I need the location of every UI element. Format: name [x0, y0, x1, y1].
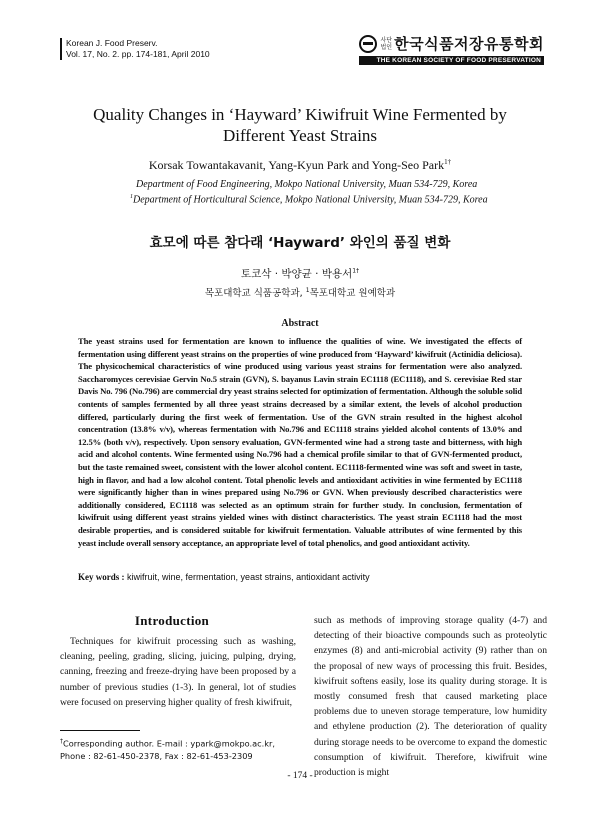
author-names-korean: 토코삭 · 박양균 · 박용서: [240, 268, 353, 280]
affiliation-korean-2: 목포대학교 원예학과: [309, 288, 396, 299]
journal-volume: Vol. 17, No. 2. pp. 174-181, April 2010: [66, 49, 210, 59]
journal-citation: [60, 38, 210, 60]
abstract-body: The yeast strains used for fermentation are known to influence the qualities of wine. We investigated the effects of fermentation using different yeast strains on the properties of wine produced from ‘Hayward’ kiwifruit (Actinidia deliciosa). The physicochemical characteristics of wine produced using various yeast strains for fermentation were also analyzed. Saccharomyces cerevisiae Gervin No.5 strain (GVN), S. bayanus Lavin strain EC1118 (EC1118), and S. cerevisiae Red star Davis No. 796 (No.796) are commercial dry yeast strains selected for optimization of fermentation. Although the soluble solid contents of samples fermented by all three yeast strains decreased by a similar extent, the levels of alcohol production differed, particularly during the first week of fermentation. Use of the GVN strain resulted in the highest alcohol concentration (13.8% v/v), whereas fermentation with No.796 and EC1118 strains yielded alcohol contents of 13.0% and 12.5% (both v/v), respectively. Upon sensory evaluation, GVN-fermented wine had a strong taste and bitterness, with high acid and alcohol contents. Wine fermented using No.796 had a chemical profile similar to that of GVN-fermented product, but the taste remained sweet, consistent with the lower alcohol content. EC1118-fermented wine was soft and sweet in taste, high in flavor, and had a low alcohol content. Total phenolic levels and antioxidant activities in wine fermented by EC1118 were significantly higher than in wines prepared using No.796 or GVN. When previously described characteristics were additionally considered, EC1118 was selected as an optimum strain for further study. In conclusion, fermentation of kiwifruit using different yeast strains yielded wines with distinct characteristics. The yeast strain EC1118 had the most desirable properties, and is considered suitable for kiwifruit fermentation. Valuable attributes of wine fermented by this yeast include overall sensory acceptance, an appropriate level of total phenolics, and good antioxidant activity.: [78, 336, 522, 548]
footnote-mark: †: [60, 738, 63, 745]
author-list-korean: [50, 266, 550, 281]
society-emblem-icon: [359, 35, 377, 53]
journal-name: Korean J. Food Preserv.: [66, 38, 158, 48]
affiliation-korean-1: 목포대학교 식품공학과,: [204, 288, 303, 299]
affiliation-2: [130, 191, 530, 206]
footnote-email: Corresponding author. E-mail : ypark@mokpo.ac.kr,: [63, 738, 275, 749]
title-line-2: Different Yeast Strains: [222, 126, 378, 145]
society-small-label: 사단 법인: [380, 36, 393, 51]
abstract-heading: Abstract: [281, 318, 319, 329]
affiliation-2-text: Department of Horticultural Science, Mokpo National University, Muan 534-729, Korea: [133, 194, 488, 206]
introduction-right-column: such as methods of improving storage quality (4-7) and detecting of their bioactive compounds such as proteolytic enzymes (8) and anti-microbial activity (9) rather than on the proposal of new ways of processing this fruit. Besides, kiwifruit softens easily, lose its quality during storage. It is mostly consumed fresh that caused marketing place problems due to uneven storage temperature, low humidity and ethylene production (2). The deterioration of quality during storage needs to be overcome to expand the domestic consumption of kiwifruit. Therefore, kiwifruit wine production is might: [314, 615, 547, 779]
footnote-divider: [60, 730, 140, 731]
affiliation-2-mark: 1: [130, 194, 133, 200]
society-logo: [359, 33, 544, 65]
paper-title-english: [50, 104, 550, 146]
paper-title-korean: 효모에 따른 참다래 ‘Hayward’ 와인의 품질 변화: [149, 235, 451, 251]
affiliation-1: Department of Food Engineering, Mokpo National University, Muan 534-729, Korea: [136, 179, 478, 190]
introduction-left-column: Techniques for kiwifruit processing such as washing, cleaning, peeling, grading, slicing, juicing, pulping, drying, canning, freezing and freeze-drying have been proposed by a number of previous studies (1-3). In general, lot of studies were focused on preserving higher quality of fresh kiwifruit,: [60, 636, 296, 708]
affiliation-korean-mark: 1: [305, 286, 310, 294]
keywords-list: kiwifruit, wine, fermentation, yeast strains, antioxidant activity: [127, 572, 370, 582]
keywords: [78, 572, 522, 582]
footnote-phone: Phone : 82-61-450-2378, Fax : 82-61-453-2309: [60, 750, 253, 761]
introduction-heading: Introduction: [134, 613, 210, 628]
author-mark: 1†: [444, 158, 452, 166]
keywords-label: Key words :: [78, 572, 125, 582]
author-list-english: [50, 158, 550, 173]
title-line-1: Quality Changes in ‘Hayward’ Kiwifruit Wine Fermented by: [93, 105, 507, 124]
author-names: Korsak Towantakavanit, Yang-Kyun Park and Yong-Seo Park: [148, 158, 445, 172]
society-name-english: THE KOREAN SOCIETY OF FOOD PRESERVATION: [359, 56, 544, 65]
page-number: - 174 -: [287, 771, 313, 781]
corresponding-author-footnote: [60, 736, 300, 762]
affiliation-korean: [50, 285, 550, 299]
society-name-korean: 한국식품저장유통학회: [394, 35, 544, 53]
author-mark-korean: 1†: [352, 267, 360, 275]
